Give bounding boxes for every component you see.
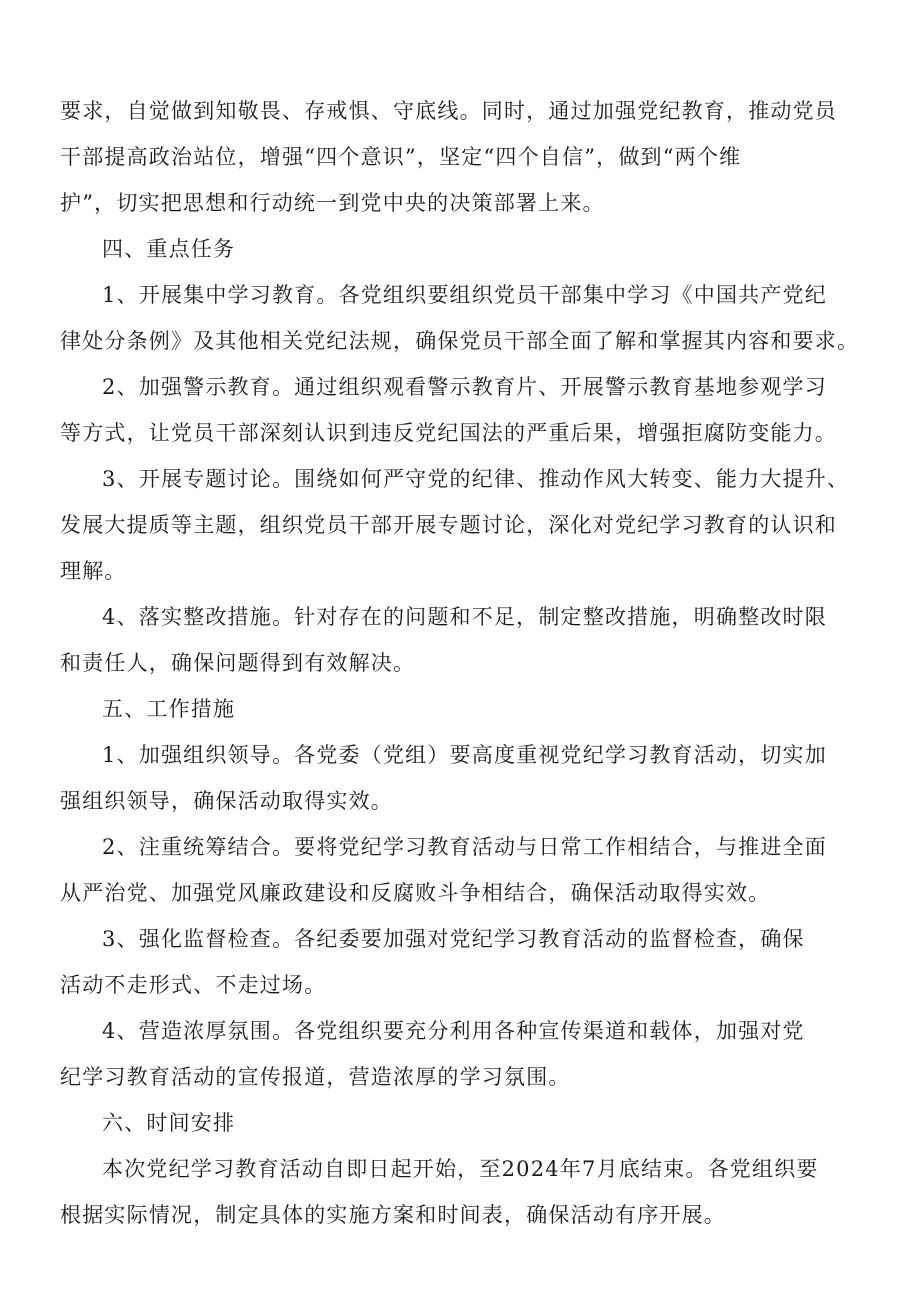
paragraph-line: 和责任人，确保问题得到有效解决。 (60, 651, 416, 675)
task-item-3 (60, 456, 870, 594)
section-heading-schedule: 六、时间安排 (102, 1111, 236, 1135)
paragraph-line: 4、落实整改措施。针对存在的问题和不足，制定整改措施，明确整改时限 (102, 605, 827, 629)
paragraph-line: 1、加强组织领导。各党委（党组）要高度重视党纪学习教育活动，切实加 (102, 743, 827, 767)
measure-item-3 (60, 916, 870, 1008)
paragraph-line: 4、营造浓厚氛围。各党组织要充分利用各种宣传渠道和载体，加强对党 (102, 1019, 805, 1043)
paragraph-line: 等方式，让党员干部深刻认识到违反党纪国法的严重后果，增强拒腐防变能力。 (60, 421, 837, 445)
schedule-item (60, 1146, 870, 1238)
paragraph-line: 发展大提质等主题，组织党员干部开展专题讨论，深化对党纪学习教育的认识和 (60, 513, 837, 537)
paragraph-line: 强组织领导，确保活动取得实效。 (60, 789, 393, 813)
paragraph-line: 3、强化监督检查。各纪委要加强对党纪学习教育活动的监督检查，确保 (102, 927, 805, 951)
document-page (60, 88, 870, 1238)
task-item-1 (60, 272, 870, 364)
paragraph-line: 根据实际情况，制定具体的实施方案和时间表，确保活动有序开展。 (60, 1203, 726, 1227)
task-item-4 (60, 594, 870, 686)
section-heading-work-measures: 五、工作措施 (102, 697, 236, 721)
paragraph-line: 从严治党、加强党风廉政建设和反腐败斗争相结合，确保活动取得实效。 (60, 881, 771, 905)
paragraph-line: 活动不走形式、不走过场。 (60, 973, 327, 997)
paragraph-line: 本次党纪学习教育活动自即日起开始，至2024年7月底结束。各党组织要 (102, 1157, 819, 1181)
measure-item-1 (60, 732, 870, 824)
paragraph-line: 1、开展集中学习教育。各党组织要组织党员干部集中学习《中国共产党纪 (102, 283, 827, 307)
paragraph-line: 理解。 (60, 559, 127, 583)
paragraph-line: 2、加强警示教育。通过组织观看警示教育片、开展警示教育基地参观学习 (102, 375, 827, 399)
paragraph-line: 纪学习教育活动的宣传报道，营造浓厚的学习氛围。 (60, 1065, 571, 1089)
paragraph-line: 律处分条例》及其他相关党纪法规，确保党员干部全面了解和掌握其内容和要求。 (60, 329, 860, 353)
measure-item-4 (60, 1008, 870, 1100)
continuation-paragraph (60, 88, 870, 226)
paragraph-line: 护”，切实把思想和行动统一到党中央的决策部署上来。 (60, 191, 605, 215)
task-item-2 (60, 364, 870, 456)
measure-item-2 (60, 824, 870, 916)
section-heading-key-tasks: 四、重点任务 (102, 237, 236, 261)
paragraph-line: 3、开展专题讨论。围绕如何严守党的纪律、推动作风大转变、能力大提升、 (102, 467, 850, 491)
paragraph-line: 要求，自觉做到知敬畏、存戒惧、守底线。同时，通过加强党纪教育，推动党员 (60, 99, 837, 123)
paragraph-line: 2、注重统筹结合。要将党纪学习教育活动与日常工作相结合，与推进全面 (102, 835, 827, 859)
paragraph-line: 干部提高政治站位，增强“四个意识”，坚定“四个自信”，做到“两个维 (60, 145, 742, 169)
